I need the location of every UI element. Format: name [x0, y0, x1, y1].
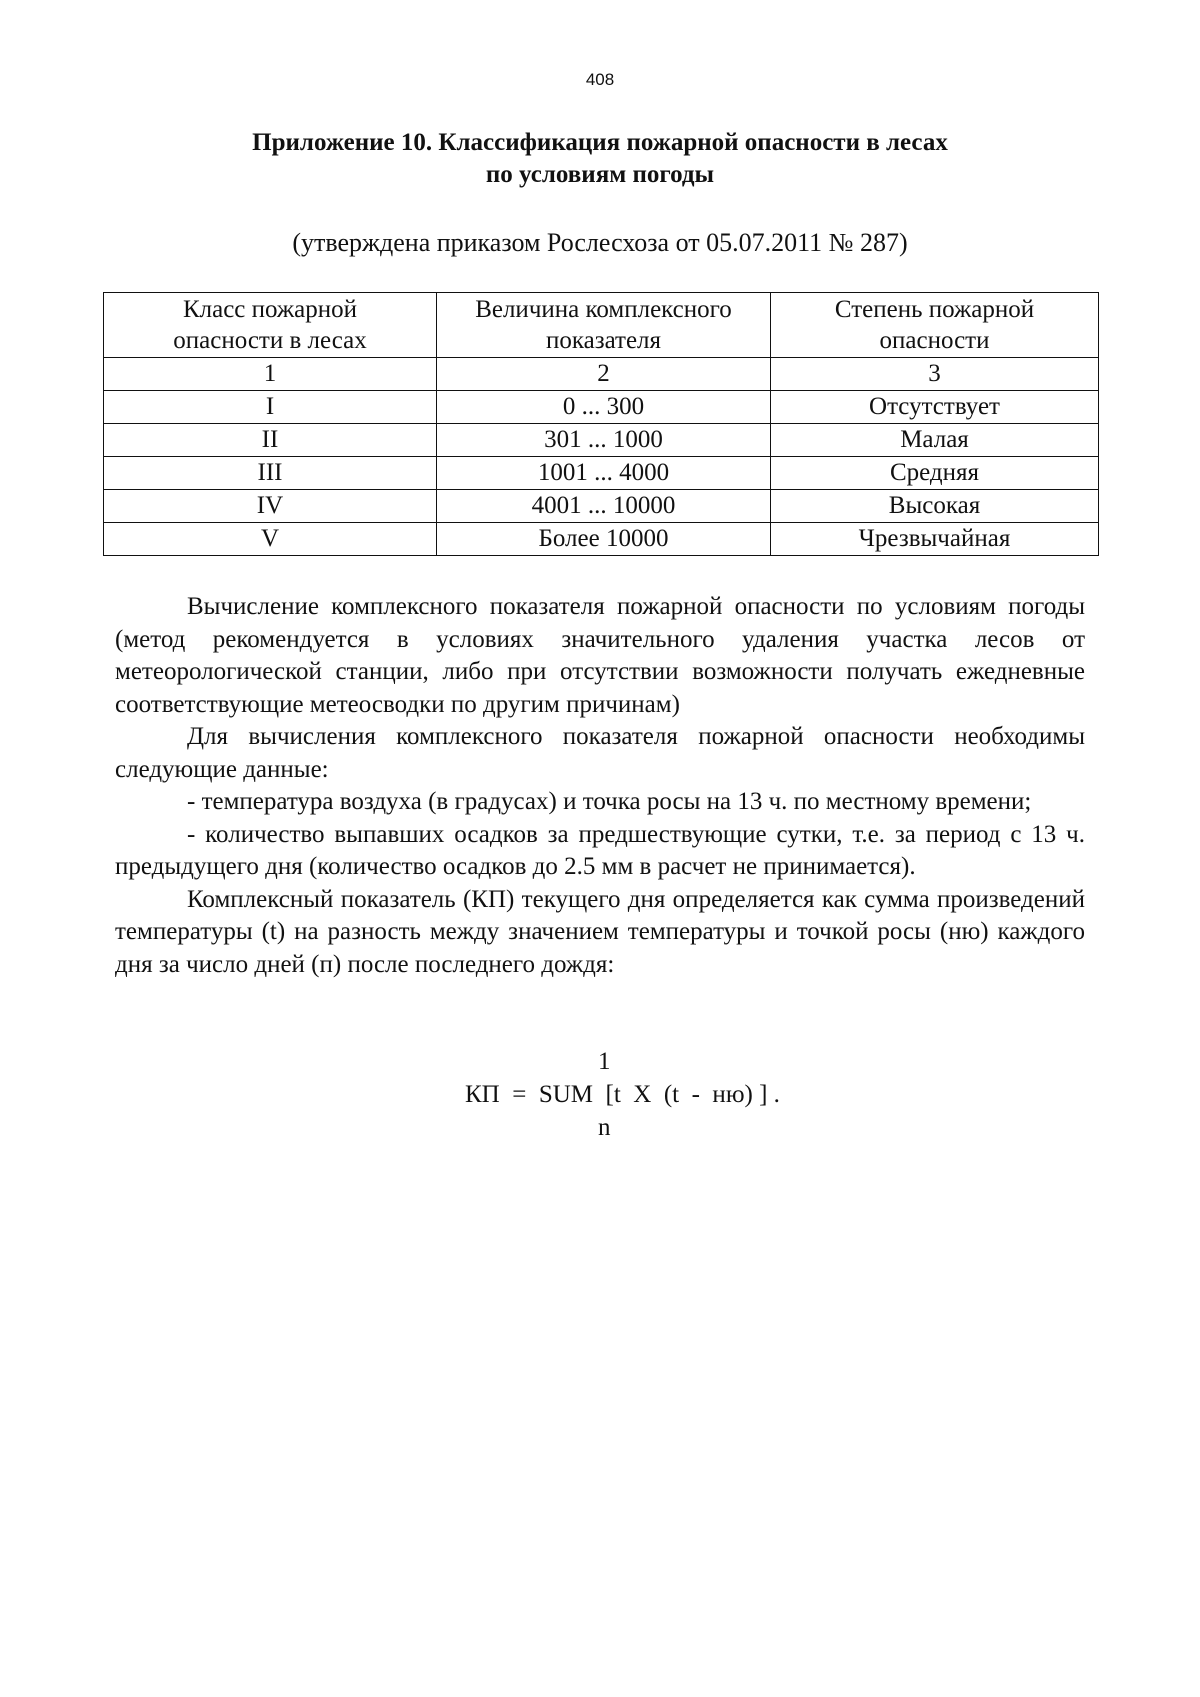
header-cell-index: Величина комплексного показателя: [437, 293, 771, 358]
table-cell: 3: [771, 358, 1099, 391]
table-cell: 301 ... 1000: [437, 424, 771, 457]
table-row: [104, 391, 1099, 424]
title-line-2: по условиям погоды: [485, 161, 715, 188]
table-cell: Высокая: [771, 490, 1099, 523]
table-cell: Более 10000: [437, 523, 771, 556]
table-cell: II: [104, 424, 437, 457]
title-line-1: Приложение 10. Классификация пожарной опасности в лесах: [252, 129, 948, 156]
header-cell-class: Класс пожарной опасности в лесах: [104, 293, 437, 358]
table-row: [104, 490, 1099, 523]
table-cell: I: [104, 391, 437, 424]
table-cell: Чрезвычайная: [771, 523, 1099, 556]
table-cell: 2: [437, 358, 771, 391]
header-cell-degree: Степень пожарной опасности: [771, 293, 1099, 358]
paragraph-precipitation: - количество выпавших осадков за предшествующие сутки, т.е. за период с 13 ч. предыдущего дня (количество осадков до 2.5 мм в расчет не принимается).: [115, 820, 1085, 880]
formula-lower-limit: n: [598, 1114, 611, 1141]
table-row: [104, 457, 1099, 490]
page-title: [0, 127, 1200, 191]
paragraph-method: Вычисление комплексного показателя пожарной опасности по условиям погоды (метод рекомендуется в условиях значительного удаления участка лесов от метеорологической станции, либо при отсутствии возможности получать ежедневные соответствующие метеосводки по другим причинам): [115, 593, 1085, 718]
table-cell: III: [104, 457, 437, 490]
table-row: [104, 424, 1099, 457]
paragraph-temperature: - температура воздуха (в градусах) и точка росы на 13 ч. по местному времени;: [187, 788, 1032, 815]
table-numbering-row: [104, 358, 1099, 391]
formula-expression: КП = SUM [t X (t - ню) ] .: [465, 1081, 780, 1108]
formula-upper-limit: 1: [598, 1048, 611, 1075]
paragraph-complex-index: Комплексный показатель (КП) текущего дня определяется как сумма произведений температуры (t) на разность между значением температуры и точкой росы (ню) каждого дня за число дней (п) после последнего дождя:: [115, 885, 1085, 978]
table-cell: 4001 ... 10000: [437, 490, 771, 523]
table-cell: V: [104, 523, 437, 556]
body-text: [115, 591, 1085, 981]
table-cell: Отсутствует: [771, 391, 1099, 424]
paragraph-required-data: Для вычисления комплексного показателя пожарной опасности необходимы следующие данные:: [115, 723, 1085, 783]
fire-danger-table: [103, 292, 1099, 556]
table-cell: IV: [104, 490, 437, 523]
table-cell: 1: [104, 358, 437, 391]
table-cell: Малая: [771, 424, 1099, 457]
table-cell: Средняя: [771, 457, 1099, 490]
table-header-row: [104, 293, 1099, 358]
table-row: [104, 523, 1099, 556]
page-number: 408: [585, 70, 615, 89]
table-cell: 0 ... 300: [437, 391, 771, 424]
table-cell: 1001 ... 4000: [437, 457, 771, 490]
approval-note: (утверждена приказом Рослесхоза от 05.07.2011 № 287): [292, 228, 908, 257]
